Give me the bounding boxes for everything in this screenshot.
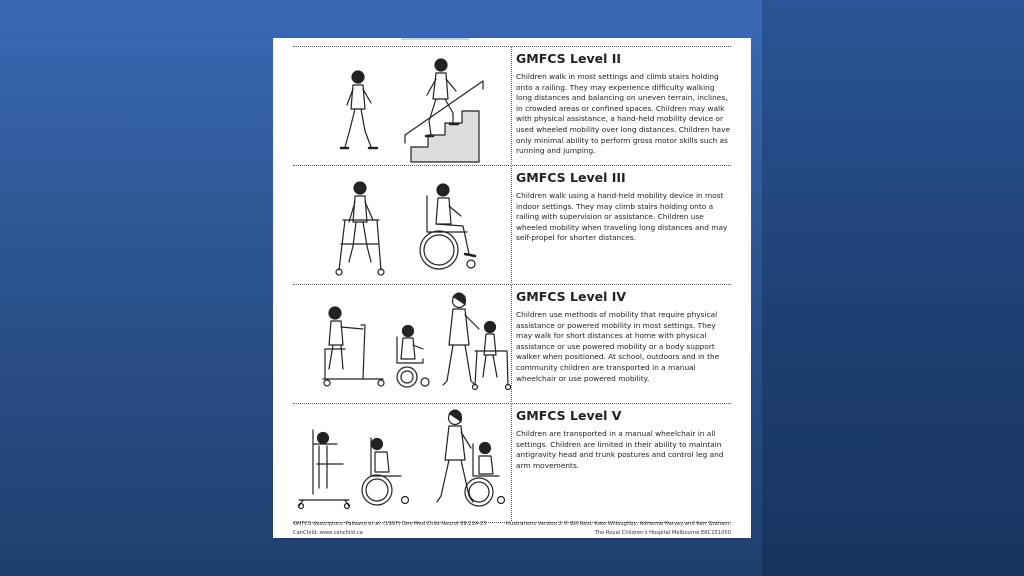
level-4-description: Children use methods of mobility that require physical assistance or powered mobility in most settings. They may walk for short distances at home with physical assistance or use powered mobility or a body support walker when positioned. At school, outdoors and in the community children are transported in a manual wheelchair or use powered mobility.	[516, 310, 720, 383]
footer-credits	[506, 520, 731, 537]
gmfcs-chart-sheet	[273, 38, 751, 538]
stander-powerchair-assisted-walk-figure	[293, 285, 511, 402]
footer-citation-line2: CanChild: www.canchild.ca	[293, 529, 363, 536]
level-5-description-block	[516, 408, 731, 471]
footer-credits-line2: The Royal Children's Hospital Melbourne ERC151050	[594, 529, 731, 536]
level-5-illustration	[293, 404, 512, 521]
level-row-5	[293, 403, 731, 523]
stander-and-wheelchairs-figure	[293, 404, 511, 521]
top-divider	[401, 38, 469, 40]
footer-credits-line1: Illustrations Version 2 © Bill Reid, Kate Willoughby, Adrienne Harvey and Kerr Graham,	[505, 521, 731, 527]
background-right-band	[762, 0, 1024, 576]
level-2-title: GMFCS Level II	[516, 51, 622, 66]
level-4-title: GMFCS Level IV	[516, 289, 627, 304]
walker-and-wheelchair-figure	[293, 166, 511, 283]
gmfcs-levels-grid	[293, 46, 731, 523]
level-5-title: GMFCS Level V	[516, 408, 622, 423]
level-3-description: Children walk using a hand-held mobility device in most indoor settings. They may climb stairs holding onto a railing with supervision or assistance. Children use wheeled mobility when traveling long distances and may self-propel for shorter distances.	[516, 191, 728, 243]
footer-citation-line1: GMFCS descriptors: Palisano et al. (1997) Dev Med Child Neurol 39:214-23	[293, 521, 487, 527]
level-2-description: Children walk in most settings and climb stairs holding onto a railing. They may experience difficulty walking long distances and balancing on uneven terrain, inclines, in crowded areas or confined spaces. Children may walk with physical assistance, a hand-held mobility device or used wheeled mobility over long distances. Children have only minimal ability to perform gross motor skills such as running and jumping.	[516, 72, 731, 156]
level-row-3	[293, 165, 731, 284]
level-4-illustration	[293, 285, 512, 402]
level-3-illustration	[293, 166, 512, 283]
walking-and-stairs-figure	[293, 47, 511, 164]
level-row-4	[293, 284, 731, 403]
level-4-description-block	[516, 289, 731, 384]
level-3-title: GMFCS Level III	[516, 170, 626, 185]
level-row-2	[293, 46, 731, 165]
level-2-description-block	[516, 51, 731, 157]
level-3-description-block	[516, 170, 731, 244]
level-5-description: Children are transported in a manual wheelchair in all settings. Children are limited in their ability to maintain antigravity head and trunk postures and control leg and arm movements.	[516, 429, 724, 470]
level-2-illustration	[293, 47, 512, 164]
footer-citation	[293, 520, 487, 537]
